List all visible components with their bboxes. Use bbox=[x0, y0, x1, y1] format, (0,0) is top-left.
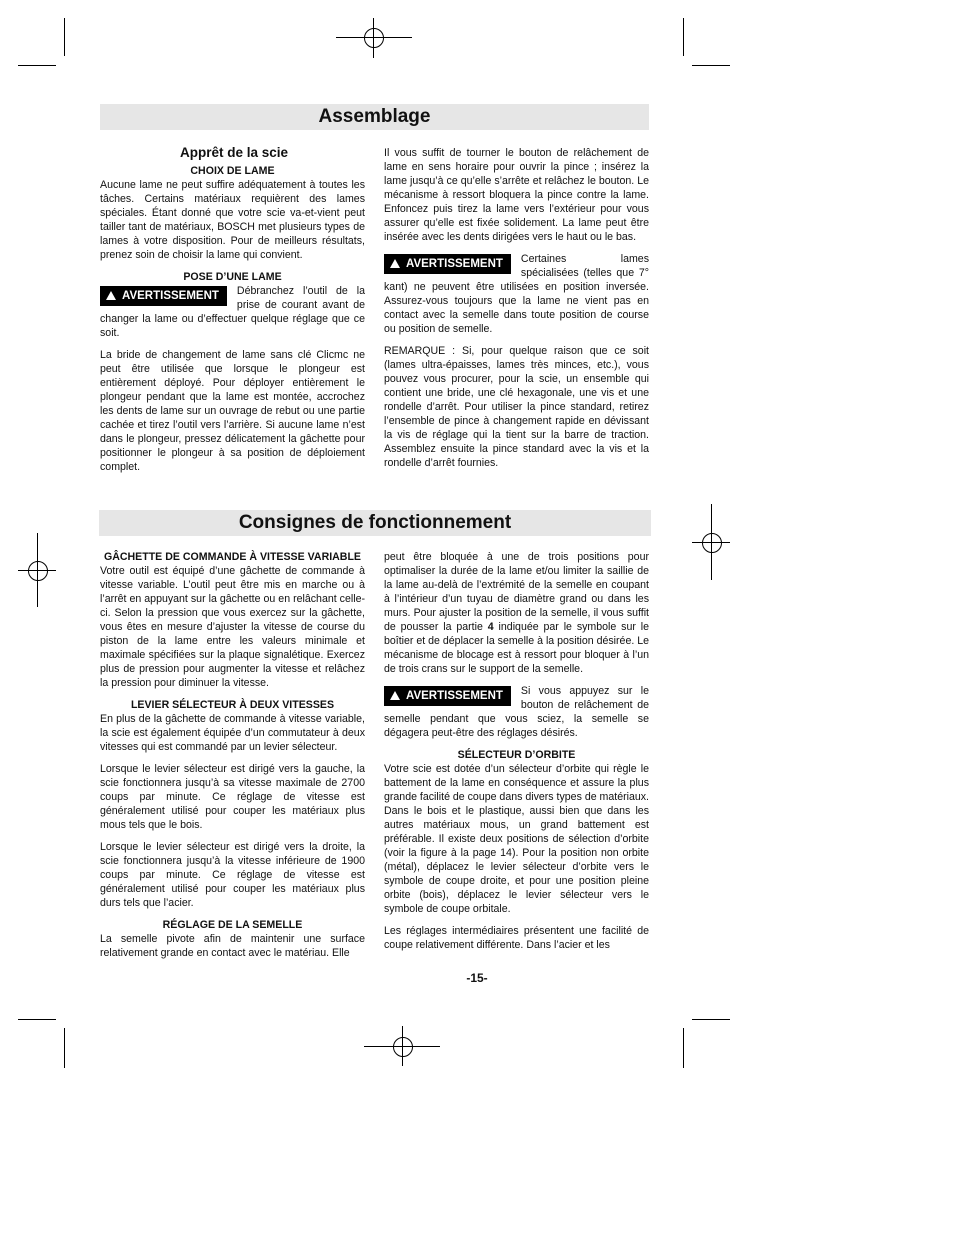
column-operation-left bbox=[100, 550, 365, 968]
warning-triangle-icon bbox=[390, 691, 400, 700]
paragraph: Lorsque le levier sélecteur est dirigé vers la droite, la scie fonctionnera jusqu’à la vitesse inférieure de 1900 coups par minute. Ce réglage de vitesse est généralement utilisé pour couper les matériaux plus durs tels que l’acier. bbox=[100, 841, 365, 909]
heading-appret: Apprêt de la scie bbox=[180, 145, 289, 160]
warning-text: Si vous appuyez sur le bouton de relâchement de semelle pendant que vous sciez, la semelle se dégagera peut-être des réglages désirés. bbox=[384, 685, 649, 739]
warning-block bbox=[384, 252, 649, 336]
crop-mark-top-right-h bbox=[692, 65, 730, 66]
column-assembly-left bbox=[100, 146, 365, 482]
paragraph: La bride de changement de lame sans clé Clicmc ne peut être utilisée que lorsque le plongeur est entièrement déployé. Pour déployer entièrement le plongeur pendant que la lame est montée, accrochez les dents de lame sur un ouvrage de rebut ou une partie cachée et tirez l’outil vers l’arrière. Si aucune lame n’est dans le plongeur, pressez délicatement la gâchette pour positionner le plongeur à sa position de déploiement complet. bbox=[100, 349, 365, 473]
paragraph: Il vous suffit de tourner le bouton de relâchement de lame en sens horaire pour ouvrir la pince ; insérez la lame jusqu’à ce qu’elle s’arrête et relâchez le bouton. Le mécanisme à ressort bloquera la pince contre la lame. Enfoncez puis tirez la lame vers l’extérieur pour vous assurer qu’elle est fixée solidement. La lame peut être insérée avec les dents dirigées vers le haut ou le bas. bbox=[384, 147, 649, 243]
paragraph-part: peut être bloquée à une de trois positions pour optimaliser la durée de la lame et/ou limiter la saillie de la lame au-delà de l’extrémité de la semelle en coupant à l’intérieur d’un tuyau de diamètre grand ou dans les murs. Pour ajuster la position de la semelle, il vous suffit de pousser la partie bbox=[384, 551, 649, 633]
warning-badge bbox=[384, 254, 511, 274]
warning-text: Débranchez l’outil de la prise de courant avant de changer la lame ou d’effectuer quelque réglage que ce soit. bbox=[100, 285, 365, 339]
warning-triangle-icon bbox=[106, 291, 116, 300]
paragraph: Les réglages intermédiaires présentent une facilité de coupe relativement différente. Dans l’acier et les bbox=[384, 925, 649, 951]
crop-mark-bottom-left-h bbox=[18, 1019, 56, 1020]
warning-block bbox=[384, 684, 649, 740]
warning-label: AVERTISSEMENT bbox=[122, 290, 219, 302]
crop-mark-bottom-left-v bbox=[64, 1028, 65, 1068]
crop-mark-bottom-right-v bbox=[683, 1028, 684, 1068]
warning-badge bbox=[100, 286, 227, 306]
paragraph: Votre scie est dotée d’un sélecteur d’orbite qui règle le battement de la lame en conséquence et assure la plus grande facilité de coupe dans divers types de matériaux. Dans le bois et le plastique, aussi bien que dans les autres matériaux mous, un grand battement est préférable. Il existe deux positions de sélection d’orbite (voir la figure à la page 14). Pour la position non orbite (métal), déplacez le levier sélecteur d’orbite vers le symbole de coupe droite, et pour une position pleine orbite (bois), déplacez le levier sélecteur vers le symbole de coupe orbitale. bbox=[384, 763, 649, 915]
subheading-pose-lame: POSE D’UNE LAME bbox=[183, 271, 282, 283]
paragraph: Aucune lame ne peut suffire adéquatement à toutes les tâches. Certains matériaux requièrent des lames spéciales. Étant donné que votre scie va-et-vient peut tailler tant de matériaux, BOSCH met plusieurs types de lames à votre disposition. Pour de meilleurs résultats, prenez soin de choisir la lame qui convient. bbox=[100, 179, 365, 261]
subheading-choix-de-lame: CHOIX DE LAME bbox=[190, 165, 275, 177]
warning-block bbox=[100, 284, 365, 340]
section-title-assemblage-text: Assemblage bbox=[318, 106, 431, 127]
warning-label: AVERTISSEMENT bbox=[406, 690, 503, 702]
section-title-consignes-text: Consignes de fonctionnement bbox=[238, 512, 512, 533]
paragraph: En plus de la gâchette de commande à vitesse variable, la scie est également équipée d’un commutateur à deux vitesses qui est commandé par un levier sélecteur. bbox=[100, 713, 365, 753]
crop-mark-top-left-v bbox=[64, 18, 65, 56]
paragraph: Lorsque le levier sélecteur est dirigé vers la gauche, la scie fonctionnera jusqu’à sa vitesse maximale de 2700 coups par minute. Ce réglage de vitesse est généralement utilisé pour couper les matériaux plus mous tels que le bois. bbox=[100, 763, 365, 831]
subheading-selecteur-orbite: SÉLECTEUR D’ORBITE bbox=[457, 749, 576, 761]
warning-triangle-icon bbox=[390, 259, 400, 268]
warning-label: AVERTISSEMENT bbox=[406, 258, 503, 270]
section-title-assemblage bbox=[100, 104, 649, 130]
paragraph bbox=[384, 550, 649, 676]
subheading-semelle: RÉGLAGE DE LA SEMELLE bbox=[162, 919, 303, 931]
page-number: -15- bbox=[466, 971, 488, 985]
warning-text: Certaines lames spécialisées (telles que 7° kant) ne peuvent être utilisées en position inversée. Assurez-vous toujours que la lame ne vient pas en contact avec la semelle dans toute position de course ou position de semelle. bbox=[384, 253, 649, 335]
paragraph: Votre outil est équipé d’une gâchette de commande à vitesse variable. L’outil peut être mis en marche ou à l’arrêt en appuyant sur la gâchette ou en relâchant celle-ci. Selon la pression que vous exercez sur la gâchette, vous êtes en mesure d’ajuster la vitesse de course du piston de la lame entre les valeurs minimale et maximale spécifiées sur la plaque signalétique. Exercez plus de pression pour augmenter la vitesse et relâchez la pression pour diminuer la vitesse. bbox=[100, 565, 365, 689]
paragraph: REMARQUE : Si, pour quelque raison que ce soit (lames ultra-épaisses, lames très minces, etc.), vous pouvez vous procurer, pour la scie, un ensemble qui contient une bride, une clé hexagonale, une vis et une rondelle d’arrêt. Pour utiliser la pince standard, retirez l’ensemble de pince à changement rapide en dévissant la vis de réglage qui la tient sur la barre de traction. Assemblez ensuite la pince standard avec la vis et la rondelle d’arrêt fournies. bbox=[384, 345, 649, 469]
subheading-gachette: GÂCHETTE DE COMMANDE À VITESSE VARIABLE bbox=[103, 551, 361, 563]
paragraph: La semelle pivote afin de maintenir une surface relativement grande en contact avec le matériau. Elle bbox=[100, 933, 365, 959]
section-title-consignes bbox=[99, 510, 651, 536]
crop-mark-top-right-v bbox=[683, 18, 684, 56]
subheading-levier: LEVIER SÉLECTEUR À DEUX VITESSES bbox=[130, 699, 335, 711]
paragraph-part: indiquée par le symbole sur le boîtier et de déplacer la semelle à la position désirée. Le mécanisme de blocage est à ressort pour bloquer à l’un de trois crans sur le support de la semelle. bbox=[384, 621, 650, 675]
crop-mark-bottom-right-h bbox=[692, 1019, 730, 1020]
warning-badge bbox=[384, 686, 511, 706]
crop-mark-top-left-h bbox=[18, 65, 56, 66]
paragraph-bold: 4 bbox=[487, 621, 494, 633]
column-operation-right bbox=[384, 550, 649, 960]
column-assembly-right bbox=[384, 146, 649, 478]
